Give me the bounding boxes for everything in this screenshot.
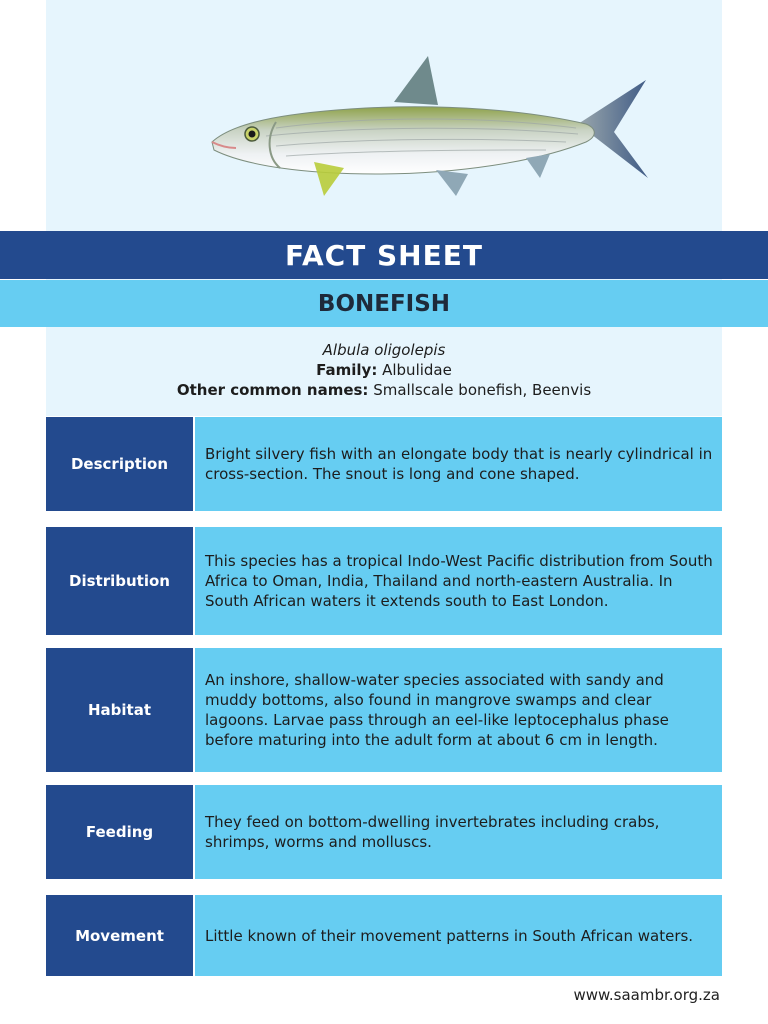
fact-row-description xyxy=(46,417,722,511)
family-line xyxy=(46,360,722,380)
fact-text: Bright silvery fish with an elongate body that is nearly cylindrical in cross-section. The snout is long and cone shaped. xyxy=(195,417,722,511)
bonefish-illustration-icon xyxy=(206,50,656,210)
common-names-label: Other common names: xyxy=(176,381,369,399)
fact-label: Habitat xyxy=(46,648,193,772)
species-banner xyxy=(0,280,768,327)
footer-url: www.saambr.org.za xyxy=(573,986,720,1004)
fact-label: Description xyxy=(46,417,193,511)
fact-sheet-banner xyxy=(0,231,768,279)
fact-label: Movement xyxy=(46,895,193,976)
common-names-line xyxy=(46,380,722,400)
fact-text: An inshore, shallow-water species associated with sandy and muddy bottoms, also found in mangrove swamps and clear lagoons. Larvae pass through an eel-like leptocephalus phase before maturing into the adult form at about 6 cm in length. xyxy=(195,648,722,772)
fact-row-movement xyxy=(46,895,722,976)
page-title: FACT SHEET xyxy=(285,238,483,272)
scientific-name: Albula oligolepis xyxy=(322,341,446,359)
fact-row-distribution xyxy=(46,527,722,635)
species-name: BONEFISH xyxy=(317,290,451,317)
fact-text: They feed on bottom-dwelling invertebrates including crabs, shrimps, worms and molluscs. xyxy=(195,785,722,879)
fact-row-habitat xyxy=(46,648,722,772)
family-label: Family: xyxy=(316,361,378,379)
fact-label: Distribution xyxy=(46,527,193,635)
family-value: Albulidae xyxy=(382,361,452,379)
fact-text: This species has a tropical Indo-West Pacific distribution from South Africa to Oman, India, Thailand and north-eastern Australia. In South African waters it extends south to East London. xyxy=(195,527,722,635)
common-names-value: Smallscale bonefish, Beenvis xyxy=(373,381,592,399)
fact-row-feeding xyxy=(46,785,722,879)
fact-label: Feeding xyxy=(46,785,193,879)
fact-text: Little known of their movement patterns in South African waters. xyxy=(195,895,722,976)
taxonomy-block xyxy=(46,340,722,400)
